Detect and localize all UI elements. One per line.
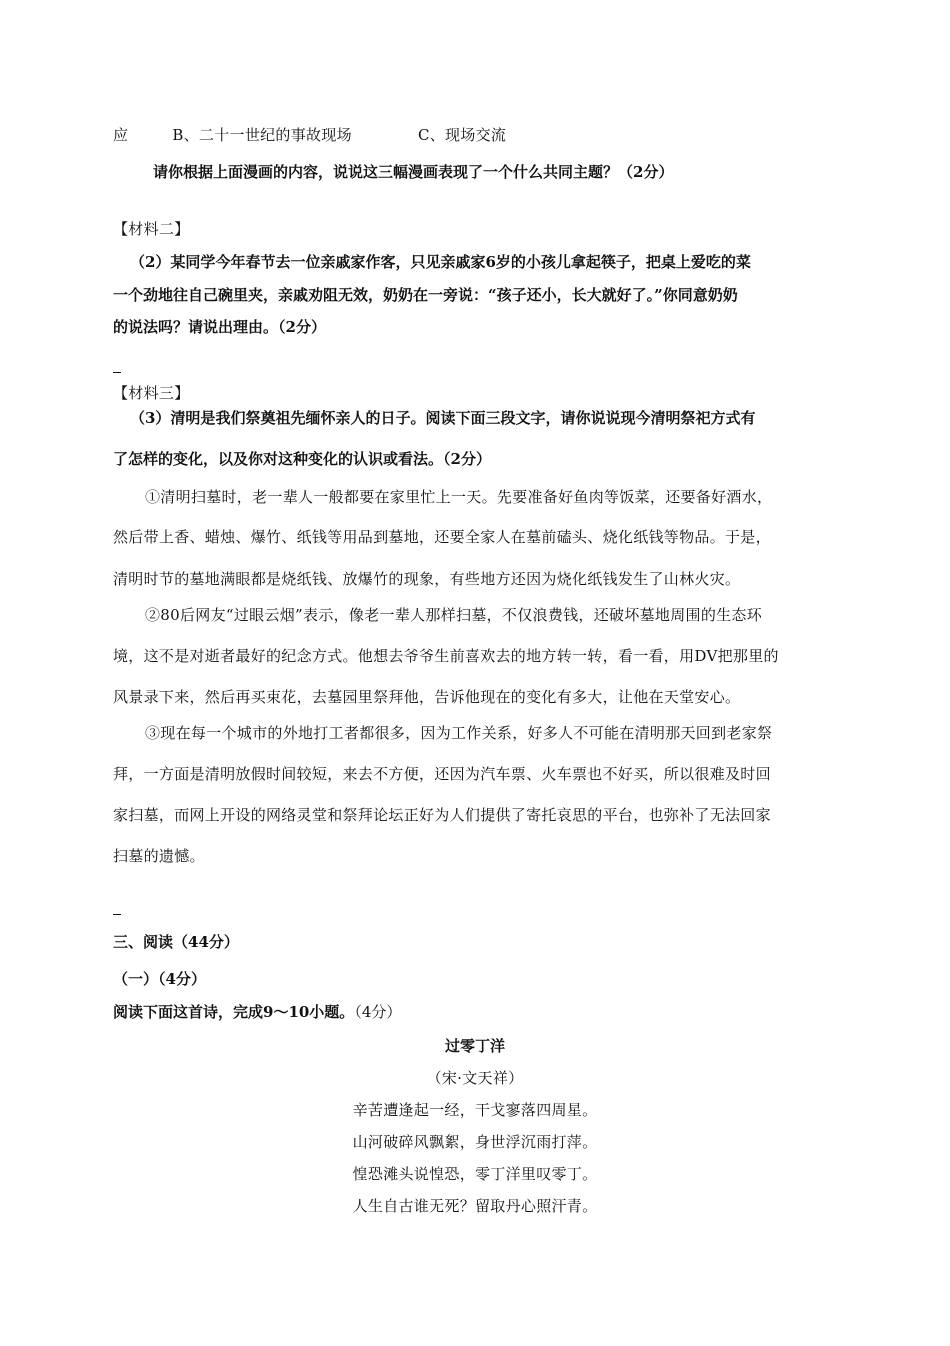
poem-line: 山河破碎风飘絮，身世浮沉雨打萍。 bbox=[352, 1133, 598, 1151]
poem-instruction-text: 阅读下面这首诗，完成9～10小题。 bbox=[113, 1003, 355, 1021]
paragraph-2-line: 境，这不是对逝者最好的纪念方式。他想去爷爷生前喜欢去的地方转一转，看一看，用DV把那里的 bbox=[113, 647, 779, 665]
question-1: 请你根据上面漫画的内容，说说这三幅漫画表现了一个什么共同主题？（2分） bbox=[153, 163, 674, 181]
poem-instruction bbox=[113, 1002, 401, 1022]
poem-author: （宋·文天祥） bbox=[426, 1069, 524, 1087]
question-2-line: 一个劲地往自己碗里夹，亲戚劝阻无效，奶奶在一旁说：“孩子还小，长大就好了。”你同意奶奶 bbox=[113, 286, 738, 304]
answer-options-row bbox=[113, 125, 506, 145]
question-3-line: （3）清明是我们祭奠祖先缅怀亲人的日子。阅读下面三段文字，请你说说现今清明祭祀方式有 bbox=[130, 409, 756, 427]
paragraph-3-line: 家扫墓，而网上开设的网络灵堂和祭拜论坛正好为人们提供了寄托哀思的平台，也弥补了无法回家 bbox=[113, 806, 771, 824]
section-3-heading: 三、阅读（44分） bbox=[113, 933, 239, 951]
poem-line: 人生自古谁无死？留取丹心照汗青。 bbox=[352, 1197, 598, 1215]
option-c: C、现场交流 bbox=[417, 126, 507, 144]
poem-instruction-score: （4分） bbox=[354, 1003, 402, 1021]
option-b: B、二十一世纪的事故现场 bbox=[172, 126, 352, 144]
paragraph-1-line: 清明时节的墓地满眼都是烧纸钱、放爆竹的现象，有些地方还因为烧化纸钱发生了山林火灾。 bbox=[113, 570, 741, 588]
divider-mark bbox=[113, 914, 121, 915]
paragraph-2-line: 风景录下来，然后再买束花，去墓园里祭拜他，告诉他现在的变化有多大，让他在天堂安心。 bbox=[113, 688, 741, 706]
question-2-line: 的说法吗？请说出理由。（2分） bbox=[113, 318, 326, 336]
poem-line: 辛苦遭逢起一经，干戈寥落四周星。 bbox=[352, 1101, 598, 1119]
divider-mark bbox=[113, 372, 121, 373]
paragraph-1-line: 然后带上香、蜡烛、爆竹、纸钱等用品到墓地，还要全家人在墓前磕头、烧化纸钱等物品。于是， bbox=[113, 528, 771, 546]
paragraph-3-line: ③现在每一个城市的外地打工者都很多，因为工作关系，好多人不可能在清明那天回到老家祭 bbox=[145, 724, 773, 742]
material-3-label: 【材料三】 bbox=[113, 384, 190, 402]
section-3-sub-1: （一）（4分） bbox=[113, 970, 206, 988]
material-2-label: 【材料二】 bbox=[113, 220, 190, 238]
poem-title: 过零丁洋 bbox=[444, 1037, 505, 1055]
paragraph-3-line: 拜，一方面是清明放假时间较短，来去不方便，还因为汽车票、火车票也不好买，所以很难及时回 bbox=[113, 765, 771, 783]
option-a-tail: 应 bbox=[113, 126, 129, 144]
question-3-line: 了怎样的变化，以及你对这种变化的认识或看法。（2分） bbox=[113, 450, 491, 468]
paragraph-2-line: ②80后网友“过眼云烟”表示，像老一辈人那样扫墓，不仅浪费钱，还破坏墓地周围的生态环 bbox=[145, 606, 763, 624]
poem-line: 惶恐滩头说惶恐，零丁洋里叹零丁。 bbox=[352, 1165, 598, 1183]
paragraph-1-line: ①清明扫墓时，老一辈人一般都要在家里忙上一天。先要准备好鱼肉等饭菜，还要备好酒水， bbox=[145, 488, 773, 506]
question-2-line: （2）某同学今年春节去一位亲戚家作客，只见亲戚家6岁的小孩儿拿起筷子，把桌上爱吃的菜 bbox=[130, 253, 751, 271]
paragraph-3-line: 扫墓的遗憾。 bbox=[113, 847, 205, 865]
